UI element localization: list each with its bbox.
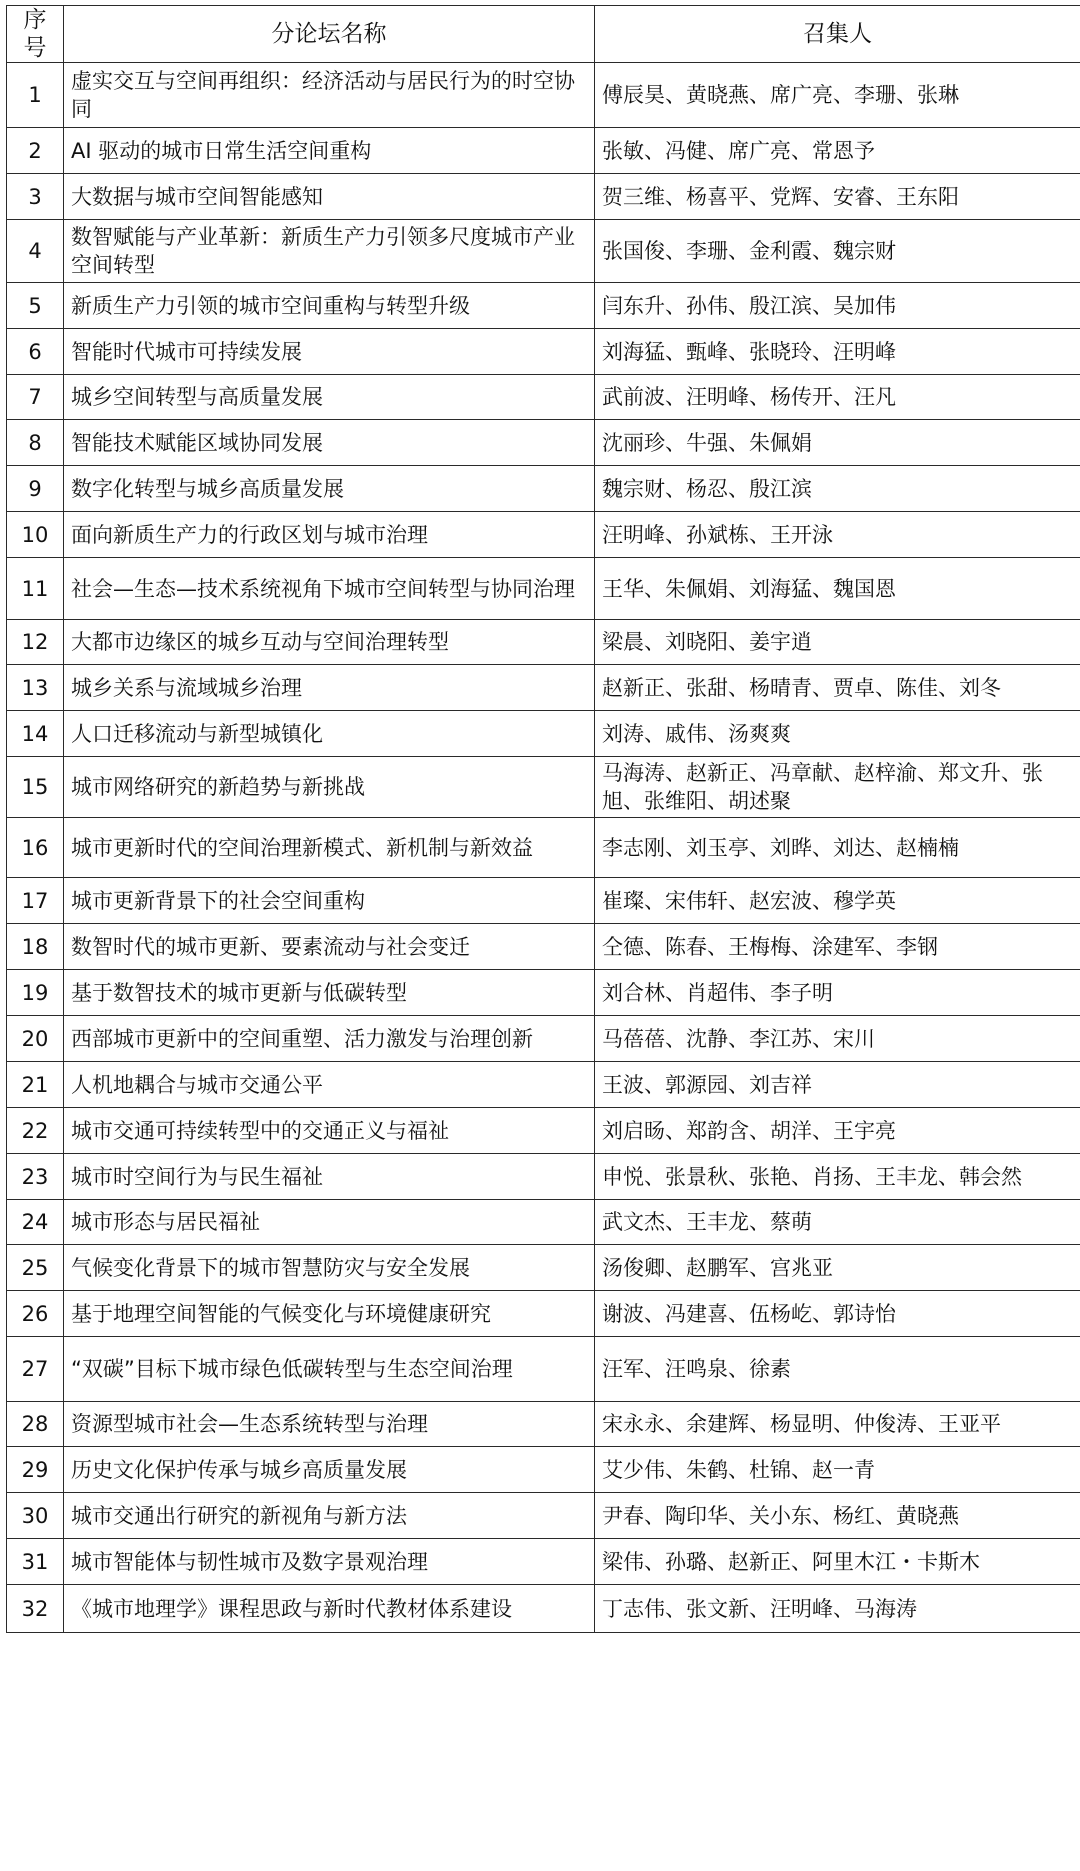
row-forum-name: 城市交通可持续转型中的交通正义与福祉	[64, 1108, 595, 1154]
row-forum-name: 数字化转型与城乡高质量发展	[64, 466, 595, 512]
table-row	[7, 174, 1080, 220]
row-index: 12	[7, 620, 64, 665]
row-conveners: 崔璨、宋伟轩、赵宏波、穆学英	[595, 878, 1080, 924]
row-conveners: 刘海猛、甄峰、张晓玲、汪明峰	[595, 329, 1080, 375]
row-forum-name: 资源型城市社会—生态系统转型与治理	[64, 1402, 595, 1447]
row-conveners: 刘启旸、郑韵含、胡洋、王宇亮	[595, 1108, 1080, 1154]
row-forum-name: 城市交通出行研究的新视角与新方法	[64, 1493, 595, 1539]
row-forum-name: 城市更新背景下的社会空间重构	[64, 878, 595, 924]
row-conveners: 谢波、冯建喜、伍杨屹、郭诗怡	[595, 1291, 1080, 1337]
table-row	[7, 1154, 1080, 1200]
table-row	[7, 220, 1080, 283]
row-index: 18	[7, 924, 64, 970]
table-header-row	[7, 6, 1080, 63]
table-row	[7, 128, 1080, 174]
row-conveners: 梁伟、孙璐、赵新正、阿里木江・卡斯木	[595, 1539, 1080, 1585]
row-conveners: 梁晨、刘晓阳、姜宇逍	[595, 620, 1080, 665]
header-conveners: 召集人	[595, 6, 1080, 63]
row-index: 32	[7, 1585, 64, 1633]
row-conveners: 宋永永、余建辉、杨显明、仲俊涛、王亚平	[595, 1402, 1080, 1447]
row-forum-name: 历史文化保护传承与城乡高质量发展	[64, 1447, 595, 1493]
row-index: 26	[7, 1291, 64, 1337]
row-forum-name: 大都市边缘区的城乡互动与空间治理转型	[64, 620, 595, 665]
row-index: 5	[7, 283, 64, 329]
row-conveners: 马海涛、赵新正、冯章献、赵梓渝、郑文升、张旭、张维阳、胡述聚	[595, 757, 1080, 818]
row-conveners: 仝德、陈春、王梅梅、涂建军、李钢	[595, 924, 1080, 970]
table-row	[7, 757, 1080, 818]
row-conveners: 闫东升、孙伟、殷江滨、吴加伟	[595, 283, 1080, 329]
table-row	[7, 63, 1080, 128]
row-index: 25	[7, 1245, 64, 1291]
row-index: 17	[7, 878, 64, 924]
row-forum-name: 《城市地理学》课程思政与新时代教材体系建设	[64, 1585, 595, 1633]
row-forum-name: 基于数智技术的城市更新与低碳转型	[64, 970, 595, 1016]
table-row	[7, 1493, 1080, 1539]
row-index: 28	[7, 1402, 64, 1447]
table-row	[7, 1447, 1080, 1493]
table-row	[7, 283, 1080, 329]
table-row	[7, 711, 1080, 757]
row-forum-name: 人口迁移流动与新型城镇化	[64, 711, 595, 757]
row-index: 11	[7, 558, 64, 620]
row-forum-name: 城市智能体与韧性城市及数字景观治理	[64, 1539, 595, 1585]
row-conveners: 王波、郭源园、刘吉祥	[595, 1062, 1080, 1108]
row-conveners: 武前波、汪明峰、杨传开、汪凡	[595, 375, 1080, 420]
table-row	[7, 1245, 1080, 1291]
row-conveners: 傅辰昊、黄晓燕、席广亮、李珊、张琳	[595, 63, 1080, 128]
row-conveners: 尹春、陶印华、关小东、杨红、黄晓燕	[595, 1493, 1080, 1539]
table-row	[7, 558, 1080, 620]
row-conveners: 刘涛、戚伟、汤爽爽	[595, 711, 1080, 757]
table-row	[7, 1402, 1080, 1447]
row-forum-name: 社会—生态—技术系统视角下城市空间转型与协同治理	[64, 558, 595, 620]
row-index: 13	[7, 665, 64, 711]
row-forum-name: 城乡空间转型与高质量发展	[64, 375, 595, 420]
row-conveners: 丁志伟、张文新、汪明峰、马海涛	[595, 1585, 1080, 1633]
row-index: 14	[7, 711, 64, 757]
row-index: 7	[7, 375, 64, 420]
row-forum-name: 虚实交互与空间再组织：经济活动与居民行为的时空协同	[64, 63, 595, 128]
row-conveners: 艾少伟、朱鹤、杜锦、赵一青	[595, 1447, 1080, 1493]
row-forum-name: AI 驱动的城市日常生活空间重构	[64, 128, 595, 174]
header-forum-name: 分论坛名称	[64, 6, 595, 63]
table-row	[7, 818, 1080, 878]
row-forum-name: 数智时代的城市更新、要素流动与社会变迁	[64, 924, 595, 970]
row-conveners: 张敏、冯健、席广亮、常恩予	[595, 128, 1080, 174]
header-index: 序号	[7, 6, 64, 63]
row-forum-name: 城市时空间行为与民生福祉	[64, 1154, 595, 1200]
row-index: 24	[7, 1200, 64, 1245]
row-index: 15	[7, 757, 64, 818]
row-forum-name: 智能时代城市可持续发展	[64, 329, 595, 375]
table-row	[7, 1200, 1080, 1245]
row-index: 31	[7, 1539, 64, 1585]
row-index: 29	[7, 1447, 64, 1493]
row-conveners: 赵新正、张甜、杨晴青、贾卓、陈佳、刘冬	[595, 665, 1080, 711]
row-index: 19	[7, 970, 64, 1016]
table-row	[7, 665, 1080, 711]
row-conveners: 贺三维、杨喜平、党辉、安睿、王东阳	[595, 174, 1080, 220]
row-conveners: 王华、朱佩娟、刘海猛、魏国恩	[595, 558, 1080, 620]
row-index: 22	[7, 1108, 64, 1154]
row-index: 21	[7, 1062, 64, 1108]
table-row	[7, 466, 1080, 512]
table-row	[7, 620, 1080, 665]
row-index: 9	[7, 466, 64, 512]
row-index: 30	[7, 1493, 64, 1539]
row-conveners: 魏宗财、杨忍、殷江滨	[595, 466, 1080, 512]
table-row	[7, 924, 1080, 970]
row-index: 4	[7, 220, 64, 283]
table-row	[7, 1108, 1080, 1154]
table-row	[7, 1337, 1080, 1402]
table-row	[7, 512, 1080, 558]
row-forum-name: 城市网络研究的新趋势与新挑战	[64, 757, 595, 818]
row-index: 23	[7, 1154, 64, 1200]
row-forum-name: 人机地耦合与城市交通公平	[64, 1062, 595, 1108]
table-row	[7, 970, 1080, 1016]
table-row	[7, 1016, 1080, 1062]
row-conveners: 沈丽珍、牛强、朱佩娟	[595, 420, 1080, 466]
table-row	[7, 1585, 1080, 1633]
table-row	[7, 420, 1080, 466]
row-index: 20	[7, 1016, 64, 1062]
row-conveners: 张国俊、李珊、金利霞、魏宗财	[595, 220, 1080, 283]
table-row	[7, 1539, 1080, 1585]
row-forum-name: 数智赋能与产业革新：新质生产力引领多尺度城市产业空间转型	[64, 220, 595, 283]
row-conveners: 马蓓蓓、沈静、李江苏、宋川	[595, 1016, 1080, 1062]
row-forum-name: 大数据与城市空间智能感知	[64, 174, 595, 220]
table-row	[7, 1062, 1080, 1108]
row-forum-name: 新质生产力引领的城市空间重构与转型升级	[64, 283, 595, 329]
row-forum-name: 城市形态与居民福祉	[64, 1200, 595, 1245]
table-row	[7, 329, 1080, 375]
table-row	[7, 878, 1080, 924]
row-index: 6	[7, 329, 64, 375]
row-index: 27	[7, 1337, 64, 1402]
row-conveners: 申悦、张景秋、张艳、肖扬、王丰龙、韩会然	[595, 1154, 1080, 1200]
table-row	[7, 1291, 1080, 1337]
row-forum-name: 城市更新时代的空间治理新模式、新机制与新效益	[64, 818, 595, 878]
row-conveners: 汪军、汪鸣泉、徐素	[595, 1337, 1080, 1402]
row-forum-name: 城乡关系与流域城乡治理	[64, 665, 595, 711]
row-forum-name: 基于地理空间智能的气候变化与环境健康研究	[64, 1291, 595, 1337]
row-forum-name: 气候变化背景下的城市智慧防灾与安全发展	[64, 1245, 595, 1291]
row-index: 10	[7, 512, 64, 558]
row-index: 16	[7, 818, 64, 878]
row-index: 3	[7, 174, 64, 220]
row-index: 8	[7, 420, 64, 466]
table-row	[7, 375, 1080, 420]
row-forum-name: 智能技术赋能区域协同发展	[64, 420, 595, 466]
row-conveners: 李志刚、刘玉亭、刘晔、刘达、赵楠楠	[595, 818, 1080, 878]
row-forum-name: “双碳”目标下城市绿色低碳转型与生态空间治理	[64, 1337, 595, 1402]
row-index: 1	[7, 63, 64, 128]
row-conveners: 刘合林、肖超伟、李子明	[595, 970, 1080, 1016]
row-forum-name: 面向新质生产力的行政区划与城市治理	[64, 512, 595, 558]
sub-forum-table	[6, 5, 1080, 1633]
row-conveners: 汪明峰、孙斌栋、王开泳	[595, 512, 1080, 558]
row-forum-name: 西部城市更新中的空间重塑、活力激发与治理创新	[64, 1016, 595, 1062]
row-conveners: 武文杰、王丰龙、蔡萌	[595, 1200, 1080, 1245]
row-conveners: 汤俊卿、赵鹏军、宫兆亚	[595, 1245, 1080, 1291]
row-index: 2	[7, 128, 64, 174]
